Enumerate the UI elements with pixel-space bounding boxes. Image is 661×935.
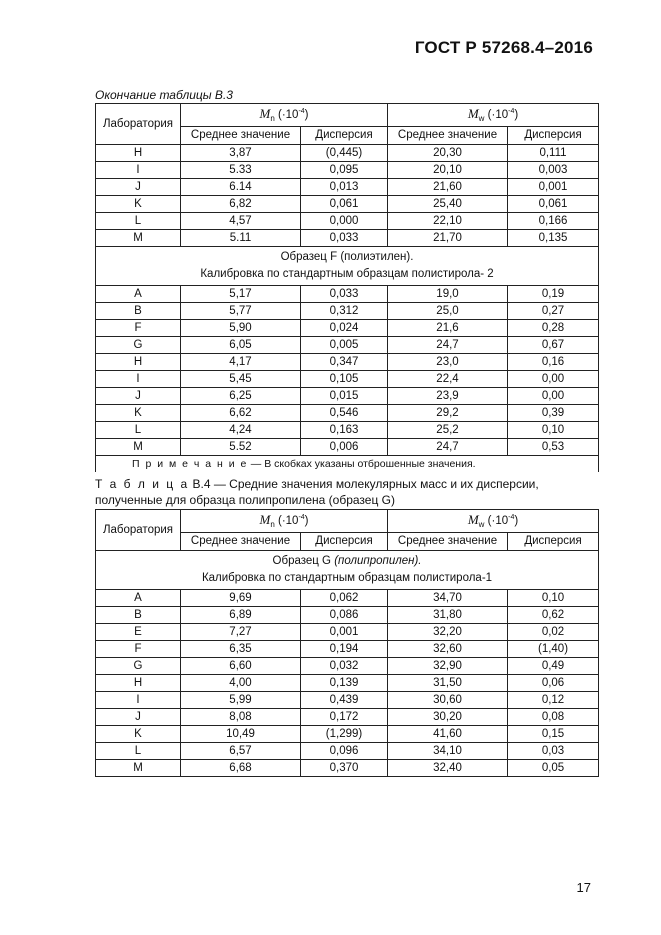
mw-variance-cell: 0,02 (508, 624, 599, 641)
mw-variance-header: Дисперсия (508, 127, 599, 145)
mw-mean-cell: 21,70 (388, 230, 508, 247)
mw-header: $M_w$ $(\cdot 10^{-4})$ (388, 104, 599, 127)
mw-mean-header: Среднее значение (388, 127, 508, 145)
table-row (96, 439, 599, 456)
table-row (96, 337, 599, 354)
group-line-1: Образец F (полиэтилен). (280, 251, 414, 264)
table-header-row (96, 510, 599, 533)
mn-variance-cell: 0,000 (301, 213, 388, 230)
laboratory-cell: A (96, 286, 181, 303)
mw-variance-cell: (1,40) (508, 641, 599, 658)
mn-variance-cell: 0,062 (301, 590, 388, 607)
mw-mean-cell: 30,20 (388, 709, 508, 726)
mn-variance-cell: 0,033 (301, 286, 388, 303)
mw-mean-cell: 24,7 (388, 439, 508, 456)
mw-variance-cell: 0,003 (508, 162, 599, 179)
table-row (96, 709, 599, 726)
laboratory-cell: A (96, 590, 181, 607)
table-row (96, 230, 599, 247)
table-row (96, 354, 599, 371)
sample-group-row (96, 247, 599, 286)
mw-variance-cell: 0,28 (508, 320, 599, 337)
mw-mean-cell: 31,80 (388, 607, 508, 624)
mn-variance-cell: 0,032 (301, 658, 388, 675)
mn-mean-cell: 5,99 (181, 692, 301, 709)
mn-mean-header: Среднее значение (181, 127, 301, 145)
mn-mean-cell: 6,57 (181, 743, 301, 760)
mn-variance-cell: 0,312 (301, 303, 388, 320)
laboratory-cell: B (96, 303, 181, 320)
laboratory-cell: F (96, 320, 181, 337)
group-line-1: Образец G (полипропилен). (272, 555, 422, 568)
mw-variance-cell: 0,135 (508, 230, 599, 247)
laboratory-cell: H (96, 354, 181, 371)
table-row (96, 320, 599, 337)
mn-mean-cell: 4,24 (181, 422, 301, 439)
mn-mean-cell: 10,49 (181, 726, 301, 743)
mw-mean-cell: 34,10 (388, 743, 508, 760)
mn-mean-cell: 4,00 (181, 675, 301, 692)
mn-variance-cell: 0,013 (301, 179, 388, 196)
mn-mean-cell: 5,77 (181, 303, 301, 320)
mw-variance-cell: 0,12 (508, 692, 599, 709)
laboratory-cell: J (96, 388, 181, 405)
mw-variance-cell: 0,67 (508, 337, 599, 354)
laboratory-cell: M (96, 230, 181, 247)
mw-mean-cell: 23,9 (388, 388, 508, 405)
mw-mean-cell: 32,60 (388, 641, 508, 658)
mw-header: $M_w$ $(\cdot 10^{-4})$ (388, 510, 599, 533)
mn-variance-cell: 0,005 (301, 337, 388, 354)
note-text: — В скобках указаны отброшенные значения. (247, 457, 476, 470)
mw-variance-cell: 0,06 (508, 675, 599, 692)
laboratory-cell: J (96, 179, 181, 196)
table-b3 (95, 103, 599, 472)
mn-mean-cell: 4,17 (181, 354, 301, 371)
mw-mean-cell: 21,6 (388, 320, 508, 337)
table-row (96, 743, 599, 760)
mw-mean-cell: 25,40 (388, 196, 508, 213)
mn-mean-cell: 6,35 (181, 641, 301, 658)
laboratory-cell: G (96, 658, 181, 675)
mw-mean-cell: 24,7 (388, 337, 508, 354)
mn-header: $M_n$ $(\cdot 10^{-4})$ (181, 104, 388, 127)
mn-mean-cell: 6,62 (181, 405, 301, 422)
laboratory-cell: E (96, 624, 181, 641)
laboratory-cell: M (96, 439, 181, 456)
table-note-row (96, 456, 599, 473)
sample-group-row (96, 551, 599, 590)
laboratory-cell: F (96, 641, 181, 658)
mn-variance-header: Дисперсия (301, 127, 388, 145)
table-row (96, 371, 599, 388)
sample-group-caption (96, 247, 599, 286)
table-b3-caption: Окончание таблицы В.3 (95, 88, 233, 102)
laboratory-cell: L (96, 422, 181, 439)
mn-variance-cell: 0,172 (301, 709, 388, 726)
mw-mean-cell: 41,60 (388, 726, 508, 743)
table-header-row (96, 104, 599, 127)
mn-variance-cell: 0,086 (301, 607, 388, 624)
mw-variance-cell: 0,39 (508, 405, 599, 422)
mn-variance-header: Дисперсия (301, 533, 388, 551)
mn-variance-cell: (1,299) (301, 726, 388, 743)
mn-variance-cell: 0,024 (301, 320, 388, 337)
table-b3-body (96, 104, 599, 473)
mw-mean-cell: 25,2 (388, 422, 508, 439)
mw-variance-cell: 0,10 (508, 590, 599, 607)
mw-variance-cell: 0,111 (508, 145, 599, 162)
table-row (96, 675, 599, 692)
table-row (96, 658, 599, 675)
mw-mean-cell: 22,10 (388, 213, 508, 230)
mn-mean-cell: 6,05 (181, 337, 301, 354)
mw-variance-cell: 0,05 (508, 760, 599, 777)
mw-mean-header: Среднее значение (388, 533, 508, 551)
mn-variance-cell: 0,096 (301, 743, 388, 760)
mn-variance-cell: 0,163 (301, 422, 388, 439)
laboratory-cell: I (96, 162, 181, 179)
mw-variance-cell: 0,001 (508, 179, 599, 196)
mn-variance-cell: 0,033 (301, 230, 388, 247)
mw-mean-cell: 34,70 (388, 590, 508, 607)
mn-variance-cell: 0,015 (301, 388, 388, 405)
mw-mean-cell: 25,0 (388, 303, 508, 320)
mw-mean-cell: 32,90 (388, 658, 508, 675)
table-row (96, 607, 599, 624)
mn-variance-cell: 0,370 (301, 760, 388, 777)
note-label: П р и м е ч а н и е (132, 457, 248, 470)
mn-variance-cell: 0,001 (301, 624, 388, 641)
laboratory-cell: K (96, 196, 181, 213)
mw-variance-cell: 0,08 (508, 709, 599, 726)
mn-mean-cell: 6,25 (181, 388, 301, 405)
mw-mean-cell: 19,0 (388, 286, 508, 303)
group-line-2: Калибровка по стандартным образцам полистирола-1 (201, 572, 493, 585)
table-row (96, 760, 599, 777)
table-row (96, 590, 599, 607)
page-number: 17 (576, 880, 591, 895)
mn-variance-cell: 0,439 (301, 692, 388, 709)
mn-header: $M_n$ $(\cdot 10^{-4})$ (181, 510, 388, 533)
mw-variance-cell: 0,061 (508, 196, 599, 213)
mn-mean-cell: 8,08 (181, 709, 301, 726)
table-row (96, 692, 599, 709)
mw-mean-cell: 30,60 (388, 692, 508, 709)
mn-variance-cell: 0,061 (301, 196, 388, 213)
mn-variance-cell: 0,546 (301, 405, 388, 422)
document-standard-number: ГОСТ Р 57268.4–2016 (414, 38, 593, 57)
mw-variance-cell: 0,16 (508, 354, 599, 371)
mn-mean-cell: 5,45 (181, 371, 301, 388)
mn-variance-cell: (0,445) (301, 145, 388, 162)
mn-mean-cell: 5,17 (181, 286, 301, 303)
mn-mean-cell: 6,68 (181, 760, 301, 777)
laboratory-header: Лаборатория (96, 510, 181, 551)
mw-variance-cell: 0,10 (508, 422, 599, 439)
table-row (96, 286, 599, 303)
mw-variance-cell: 0,03 (508, 743, 599, 760)
group-line-2: Калибровка по стандартным образцам полистирола- 2 (200, 268, 494, 281)
mn-variance-cell: 0,105 (301, 371, 388, 388)
mn-variance-cell: 0,194 (301, 641, 388, 658)
laboratory-cell: I (96, 692, 181, 709)
table-row (96, 726, 599, 743)
table-row (96, 624, 599, 641)
table-row (96, 388, 599, 405)
laboratory-cell: B (96, 607, 181, 624)
laboratory-cell: K (96, 726, 181, 743)
mw-mean-cell: 20,10 (388, 162, 508, 179)
table-row (96, 405, 599, 422)
mw-mean-cell: 32,40 (388, 760, 508, 777)
mw-variance-cell: 0,15 (508, 726, 599, 743)
laboratory-cell: H (96, 145, 181, 162)
mn-variance-cell: 0,095 (301, 162, 388, 179)
mn-mean-cell: 9,69 (181, 590, 301, 607)
table-row (96, 145, 599, 162)
laboratory-cell: L (96, 743, 181, 760)
mw-variance-cell: 0,19 (508, 286, 599, 303)
mn-variance-cell: 0,139 (301, 675, 388, 692)
laboratory-header: Лаборатория (96, 104, 181, 145)
mw-mean-cell: 22,4 (388, 371, 508, 388)
mn-mean-cell: 6.14 (181, 179, 301, 196)
table-b4-caption: Т а б л и ц а В.4 — Средние значения молекулярных масс и их дисперсии, полученные для образца полипропилена (образец G) (95, 477, 539, 507)
mw-variance-cell: 0,27 (508, 303, 599, 320)
mn-mean-cell: 7,27 (181, 624, 301, 641)
mn-mean-cell: 4,57 (181, 213, 301, 230)
table-row (96, 303, 599, 320)
mw-variance-cell: 0,62 (508, 607, 599, 624)
laboratory-cell: L (96, 213, 181, 230)
mw-variance-cell: 0,00 (508, 388, 599, 405)
mn-mean-cell: 3,87 (181, 145, 301, 162)
mn-mean-cell: 5,90 (181, 320, 301, 337)
table-row (96, 162, 599, 179)
mn-mean-cell: 5.52 (181, 439, 301, 456)
laboratory-cell: I (96, 371, 181, 388)
mn-mean-cell: 5.33 (181, 162, 301, 179)
table-note (96, 456, 599, 473)
mn-mean-cell: 5.11 (181, 230, 301, 247)
sample-group-caption (96, 551, 599, 590)
mn-mean-cell: 6,89 (181, 607, 301, 624)
mw-mean-cell: 32,20 (388, 624, 508, 641)
table-row (96, 196, 599, 213)
mw-mean-cell: 31,50 (388, 675, 508, 692)
mn-mean-cell: 6,82 (181, 196, 301, 213)
mn-variance-cell: 0,006 (301, 439, 388, 456)
laboratory-cell: J (96, 709, 181, 726)
mw-mean-cell: 29,2 (388, 405, 508, 422)
table-row (96, 641, 599, 658)
laboratory-cell: M (96, 760, 181, 777)
mn-variance-cell: 0,347 (301, 354, 388, 371)
laboratory-cell: G (96, 337, 181, 354)
laboratory-cell: K (96, 405, 181, 422)
mw-variance-cell: 0,49 (508, 658, 599, 675)
table-row (96, 179, 599, 196)
mn-mean-cell: 6,60 (181, 658, 301, 675)
mw-variance-header: Дисперсия (508, 533, 599, 551)
table-b4-body (96, 510, 599, 777)
mw-variance-cell: 0,00 (508, 371, 599, 388)
table-b4 (95, 509, 599, 777)
table-row (96, 422, 599, 439)
mw-mean-cell: 21,60 (388, 179, 508, 196)
mn-mean-header: Среднее значение (181, 533, 301, 551)
mw-mean-cell: 20,30 (388, 145, 508, 162)
table-row (96, 213, 599, 230)
mw-variance-cell: 0,166 (508, 213, 599, 230)
laboratory-cell: H (96, 675, 181, 692)
mw-mean-cell: 23,0 (388, 354, 508, 371)
mw-variance-cell: 0,53 (508, 439, 599, 456)
